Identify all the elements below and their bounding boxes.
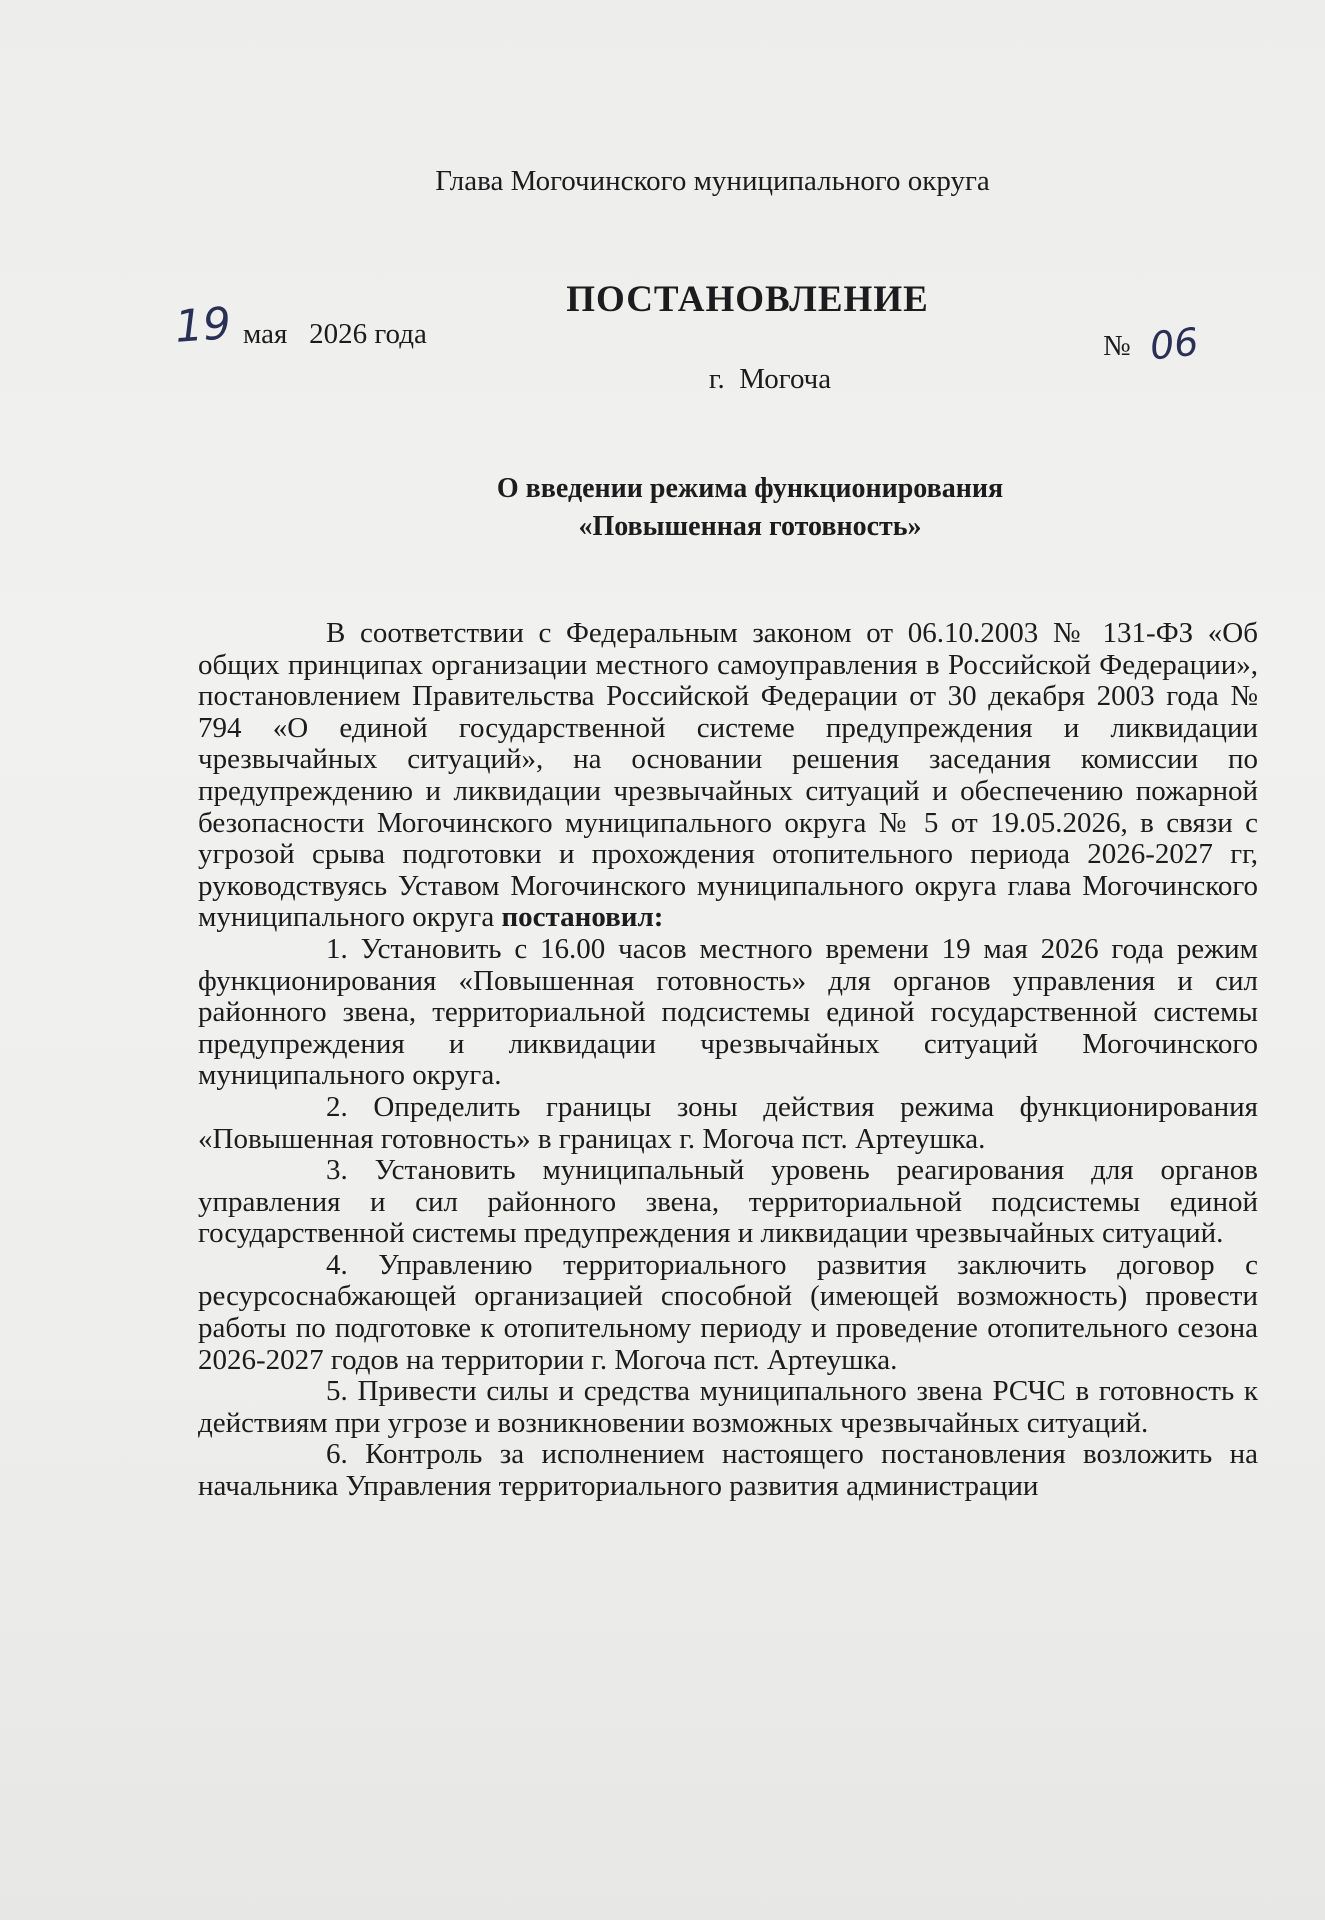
number-sign: № (1103, 330, 1131, 362)
item-5: 5. Привести силы и средства муниципального звена РСЧС в готовность к действиям при угрозе и возникновении возможных чрезвычайных ситуаций. (198, 1375, 1258, 1439)
preamble-paragraph (198, 618, 1258, 934)
resolution-word: постановил: (501, 901, 664, 934)
city-line: г. Могоча (708, 363, 832, 395)
document-type-title: ПОСТАНОВЛЕНИЕ (566, 279, 929, 320)
item-4: 4. Управлению территориального развития заключить договор с ресурсоснабжающей организацией способной (имеющей возможность) провести работы по подготовке к отопительному периоду и проведение отопительного сезона 2026-2027 годов на территории г. Могоча пст. Артеушка. (198, 1248, 1258, 1376)
document-number-handwritten: 06 (1147, 319, 1201, 369)
issuer-header: Глава Могочинского муниципального округа (435, 165, 990, 197)
subject-line-1: О введении режима функционирования (496, 473, 1004, 504)
item-2: 2. Определить границы зоны действия режима функционирования «Повышенная готовность» в границах г. Могоча пст. Артеушка. (198, 1090, 1258, 1155)
date-month-year: мая 2026 года (243, 318, 427, 350)
date-day-handwritten: 19 (173, 298, 233, 353)
item-1: 1. Установить с 16.00 часов местного времени 19 мая 2026 года режим функционирования «Повышенная готовность» для органов управления и сил районного звена, территориальной подсистемы единой государственной системы предупреждения и ликвидации чрезвычайных ситуаций Могочинского муниципального округа. (198, 932, 1258, 1092)
item-6: 6. Контроль за исполнением настоящего постановления возложить на начальника Управления территориального развития администрации (198, 1438, 1258, 1503)
subject-line-2: «Повышенная готовность» (578, 511, 922, 542)
preamble-text: В соответствии с Федеральным законом от 06.10.2003 № 131-ФЗ «Об общих принципах организации местного самоуправления в Российской Федерации», постановлением Правительства Российской Федерации от 30 декабря 2003 года № 794 «О единой государственной системе предупреждения и ликвидации чрезвычайных ситуаций», на основании решения заседания комиссии по предупреждению и ликвидации чрезвычайных ситуаций и обеспечению пожарной безопасности Могочинского муниципального округа № 5 от 19.05.2026, в связи с угрозой срыва подготовки и прохождения отопительного периода 2026-2027 гг, руководствуясь Уставом Могочинского муниципального округа глава Могочинского муниципального округа (198, 617, 1258, 934)
document-subject (440, 470, 1060, 546)
document-body (198, 618, 1258, 1503)
item-3: 3. Установить муниципальный уровень реагирования для органов управления и сил районного звена, территориальной подсистемы единой государственной системы предупреждения и ликвидации чрезвычайных ситуаций. (198, 1154, 1258, 1250)
